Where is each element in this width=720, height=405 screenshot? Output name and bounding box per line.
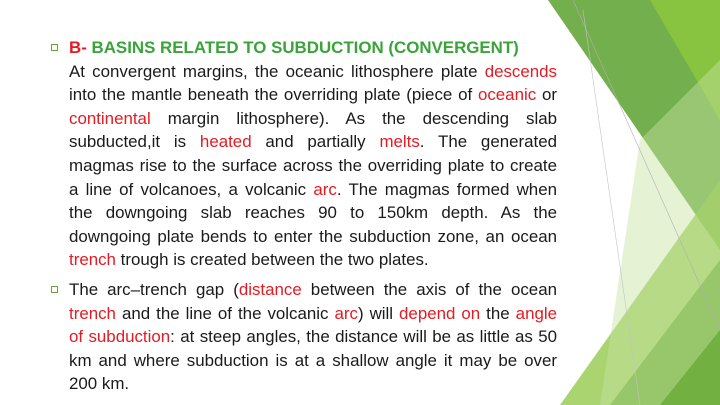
slide-body — [51, 36, 557, 402]
highlight-term: distance — [238, 279, 302, 299]
body-text: At convergent margins, the oceanic lithosphere plate — [69, 61, 485, 81]
body-text: . The magmas formed when the downgoing slab reaches 90 to 150km depth. As the downgoing plate bends to enter the subduction zone, an ocean — [69, 179, 557, 246]
highlight-term: melts — [379, 132, 420, 152]
body-text: The arc–trench gap ( — [69, 279, 239, 299]
body-text: ) will — [357, 303, 400, 323]
highlight-term: arc — [334, 303, 358, 323]
highlight-term: trench — [69, 250, 116, 270]
body-text: the — [480, 303, 516, 323]
highlight-term: depend on — [399, 303, 481, 323]
highlight-term: trench — [69, 303, 116, 323]
body-text: trough is created between the two plates. — [115, 250, 429, 270]
square-bullet-icon — [51, 44, 58, 51]
bullet-item-basins — [51, 36, 557, 272]
body-text: margin lithosphere). As the descending slab subducted,it is — [69, 108, 557, 152]
section-label: B- — [69, 38, 87, 57]
body-text: or — [536, 85, 557, 105]
square-bullet-icon — [51, 286, 58, 293]
body-text: between the axis of the ocean — [301, 279, 557, 299]
body-text: and the line of the volcanic — [115, 303, 335, 323]
body-text: : at steep angles, the distance will be as little as 50 km and where subduction is at a shallow angle it may be over 200 km. — [69, 327, 557, 394]
highlight-term: angle of subduction — [69, 303, 557, 347]
highlight-term: descends — [484, 61, 557, 81]
highlight-term: heated — [199, 132, 252, 152]
section-heading: BASINS RELATED TO SUBDUCTION (CONVERGENT) — [91, 38, 519, 57]
highlight-term: arc — [313, 179, 337, 199]
highlight-term: oceanic — [477, 85, 537, 105]
highlight-term: continental — [69, 108, 151, 128]
body-text: . The generated magmas rise to the surface across the overriding plate to create a line of volcanoes, a volcanic — [69, 132, 557, 199]
bullet-item-arc-trench-gap — [51, 278, 557, 396]
body-text: and partially — [251, 132, 380, 152]
body-text: into the mantle beneath the overriding plate (piece of — [69, 85, 478, 105]
